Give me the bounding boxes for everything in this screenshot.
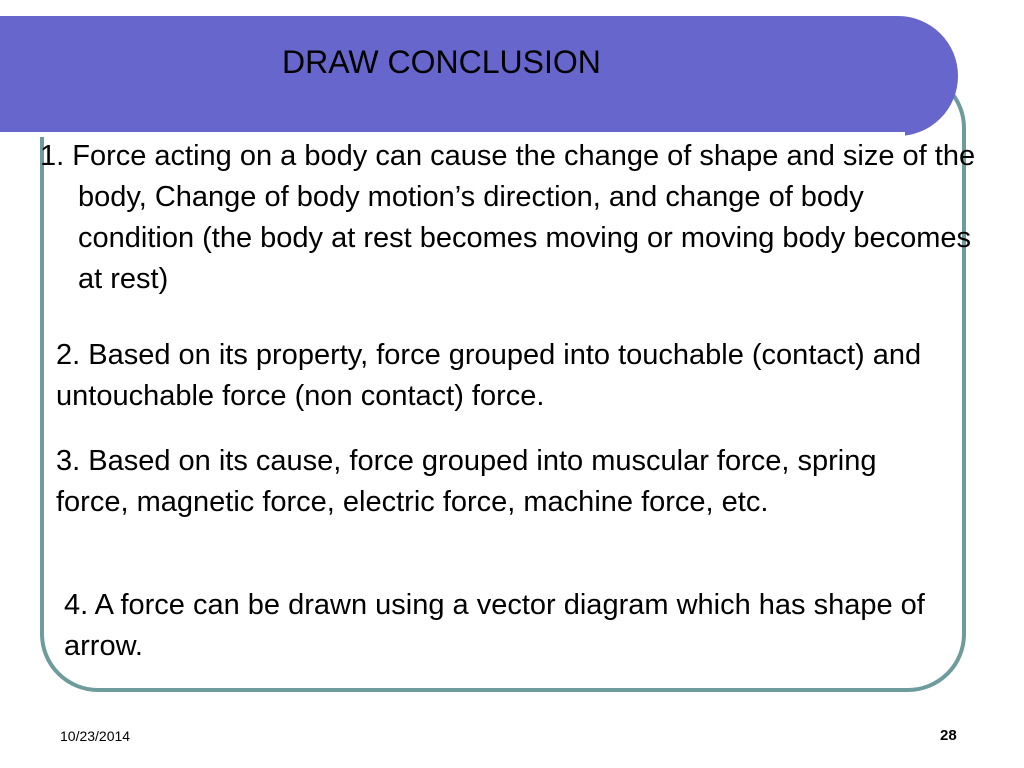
conclusion-point-1: 1. Force acting on a body can cause the change of shape and size of the body, Change of body motion’s direction, and change of body condition (the body at rest becomes moving or moving body becomes at rest) bbox=[40, 140, 976, 295]
slide-number: 28 bbox=[940, 727, 957, 744]
slide-title: DRAW CONCLUSION bbox=[282, 44, 601, 80]
conclusion-point-4: 4. A force can be drawn using a vector diagram which has shape of arrow. bbox=[64, 589, 925, 662]
footer-date: 10/23/2014 bbox=[60, 728, 131, 744]
conclusion-point-3: 3. Based on its cause, force grouped into muscular force, spring force, magnetic force, electric force, machine force, etc. bbox=[56, 445, 877, 518]
conclusion-point-2: 2. Based on its property, force grouped into touchable (contact) and untouchable force (non contact) force. bbox=[56, 339, 922, 412]
